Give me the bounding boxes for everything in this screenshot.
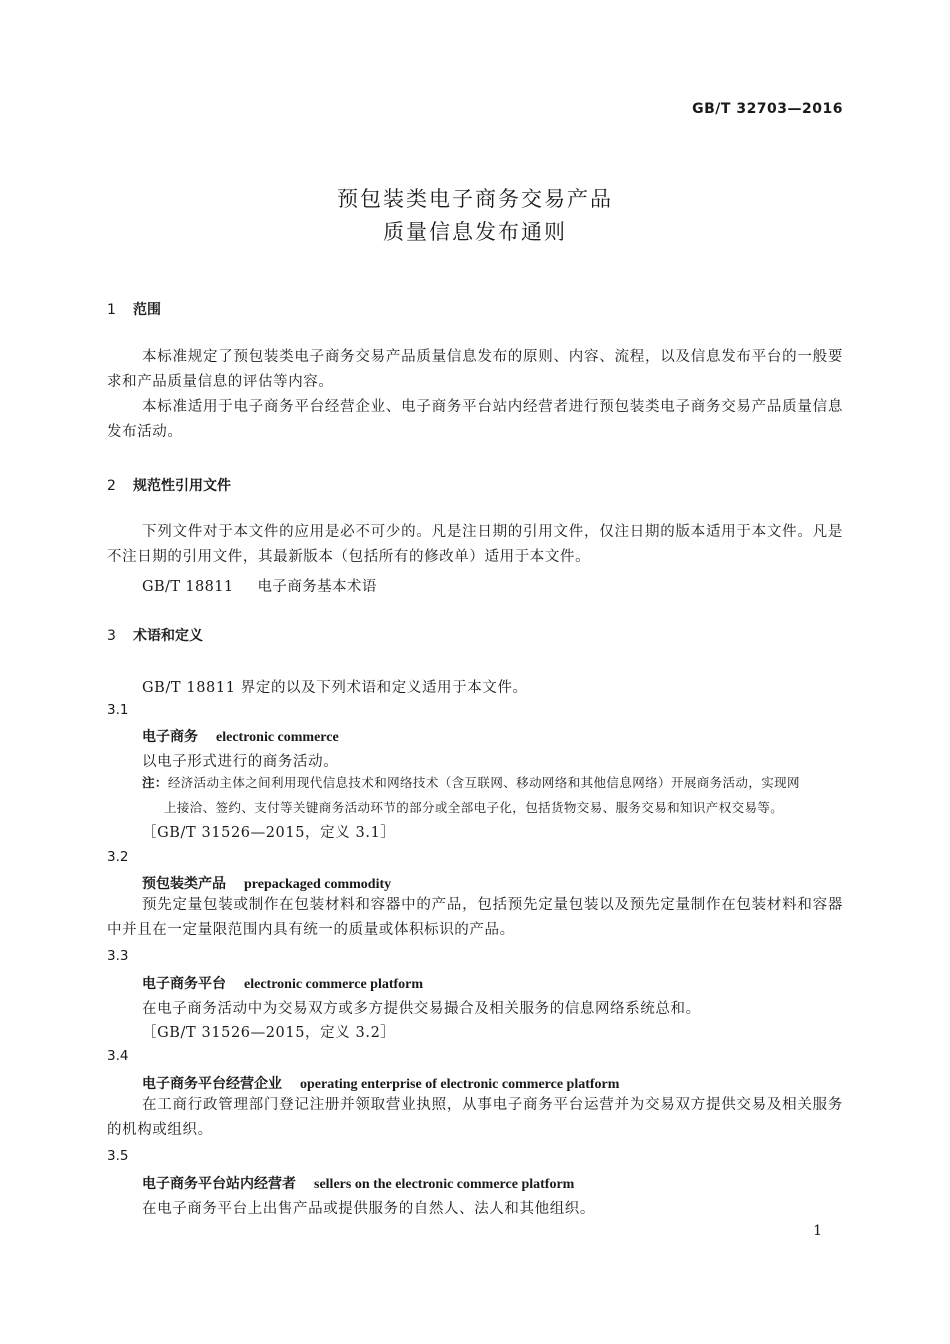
term-heading <box>142 726 339 746</box>
reference-title: 电子商务基本术语 <box>257 579 377 595</box>
section-1-heading <box>107 299 161 319</box>
section-title: 规范性引用文件 <box>133 478 231 494</box>
standard-code: GB/T 32703—2016 <box>692 101 843 117</box>
term-definition: 在电子商务活动中为交易双方或多方提供交易撮合及相关服务的信息网络系统总和。 <box>142 1001 701 1017</box>
term-heading <box>142 1073 619 1093</box>
term-source: ［GB/T 31526—2015，定义 3.1］ <box>142 825 396 841</box>
section-number: 1 <box>107 302 116 318</box>
term-chinese: 电子商务平台 <box>142 976 226 992</box>
term-english: electronic commerce <box>216 730 339 745</box>
document-title-line-1: 预包装类电子商务交易产品 <box>337 187 613 211</box>
term-english: operating enterprise of electronic commerce platform <box>300 1077 620 1092</box>
clause-number: 3.4 <box>107 1048 129 1064</box>
term-heading <box>142 873 391 893</box>
term-definition: 预先定量包装或制作在包装材料和容器中的产品，包括预先定量包装以及预先定量制作在包装材料和容器中并且在一定量限范围内具有统一的质量或体积标识的产品。 <box>107 897 843 938</box>
term-heading <box>142 973 423 993</box>
section-2-paragraph-1: 下列文件对于本文件的应用是必不可少的。凡是注日期的引用文件，仅注日期的版本适用于本文件。凡是不注日期的引用文件，其最新版本（包括所有的修改单）适用于本文件。 <box>107 524 843 565</box>
section-1-paragraph-1: 本标准规定了预包装类电子商务交易产品质量信息发布的原则、内容、流程，以及信息发布平台的一般要求和产品质量信息的评估等内容。 <box>107 349 843 390</box>
section-title: 范围 <box>133 302 161 318</box>
section-number: 3 <box>107 628 116 644</box>
term-english: sellers on the electronic commerce platform <box>314 1177 575 1192</box>
term-english: prepackaged commodity <box>244 877 392 892</box>
section-3-intro: GB/T 18811 界定的以及下列术语和定义适用于本文件。 <box>142 680 528 696</box>
term-definition: 在工商行政管理部门登记注册并领取营业执照，从事电子商务平台运营并为交易双方提供交易及相关服务的机构或组织。 <box>107 1097 843 1138</box>
section-title: 术语和定义 <box>133 628 203 644</box>
document-title-line-2: 质量信息发布通则 <box>383 220 567 244</box>
term-chinese: 预包装类产品 <box>142 876 226 892</box>
clause-number: 3.2 <box>107 849 129 865</box>
term-definition: 在电子商务平台上出售产品或提供服务的自然人、法人和其他组织。 <box>142 1201 595 1217</box>
term-definition: 以电子形式进行的商务活动。 <box>142 754 339 770</box>
clause-number: 3.3 <box>107 948 129 964</box>
note-text-line-1: 经济活动主体之间利用现代信息技术和网络技术（含互联网、移动网络和其他信息网络）开展商务活动，实现网 <box>167 775 800 790</box>
note-text-line-2: 上接洽、签约、支付等关键商务活动环节的部分或全部电子化，包括货物交易、服务交易和知识产权交易等。 <box>164 800 784 815</box>
normative-reference <box>142 575 377 596</box>
section-3-heading <box>107 625 203 645</box>
section-2-heading <box>107 475 231 495</box>
page-number: 1 <box>813 1223 822 1239</box>
term-chinese: 电子商务平台站内经营者 <box>142 1176 296 1192</box>
note-label: 注： <box>142 775 168 790</box>
term-source: ［GB/T 31526—2015，定义 3.2］ <box>142 1025 396 1041</box>
term-heading <box>142 1173 574 1193</box>
term-english: electronic commerce platform <box>244 977 424 992</box>
reference-code: GB/T 18811 <box>142 579 234 595</box>
term-chinese: 电子商务平台经营企业 <box>142 1076 282 1092</box>
term-note <box>142 770 842 820</box>
section-number: 2 <box>107 478 116 494</box>
term-chinese: 电子商务 <box>142 729 198 745</box>
clause-number: 3.5 <box>107 1148 129 1164</box>
section-1-paragraph-2: 本标准适用于电子商务平台经营企业、电子商务平台站内经营者进行预包装类电子商务交易产品质量信息发布活动。 <box>107 399 843 440</box>
clause-number: 3.1 <box>107 702 129 718</box>
